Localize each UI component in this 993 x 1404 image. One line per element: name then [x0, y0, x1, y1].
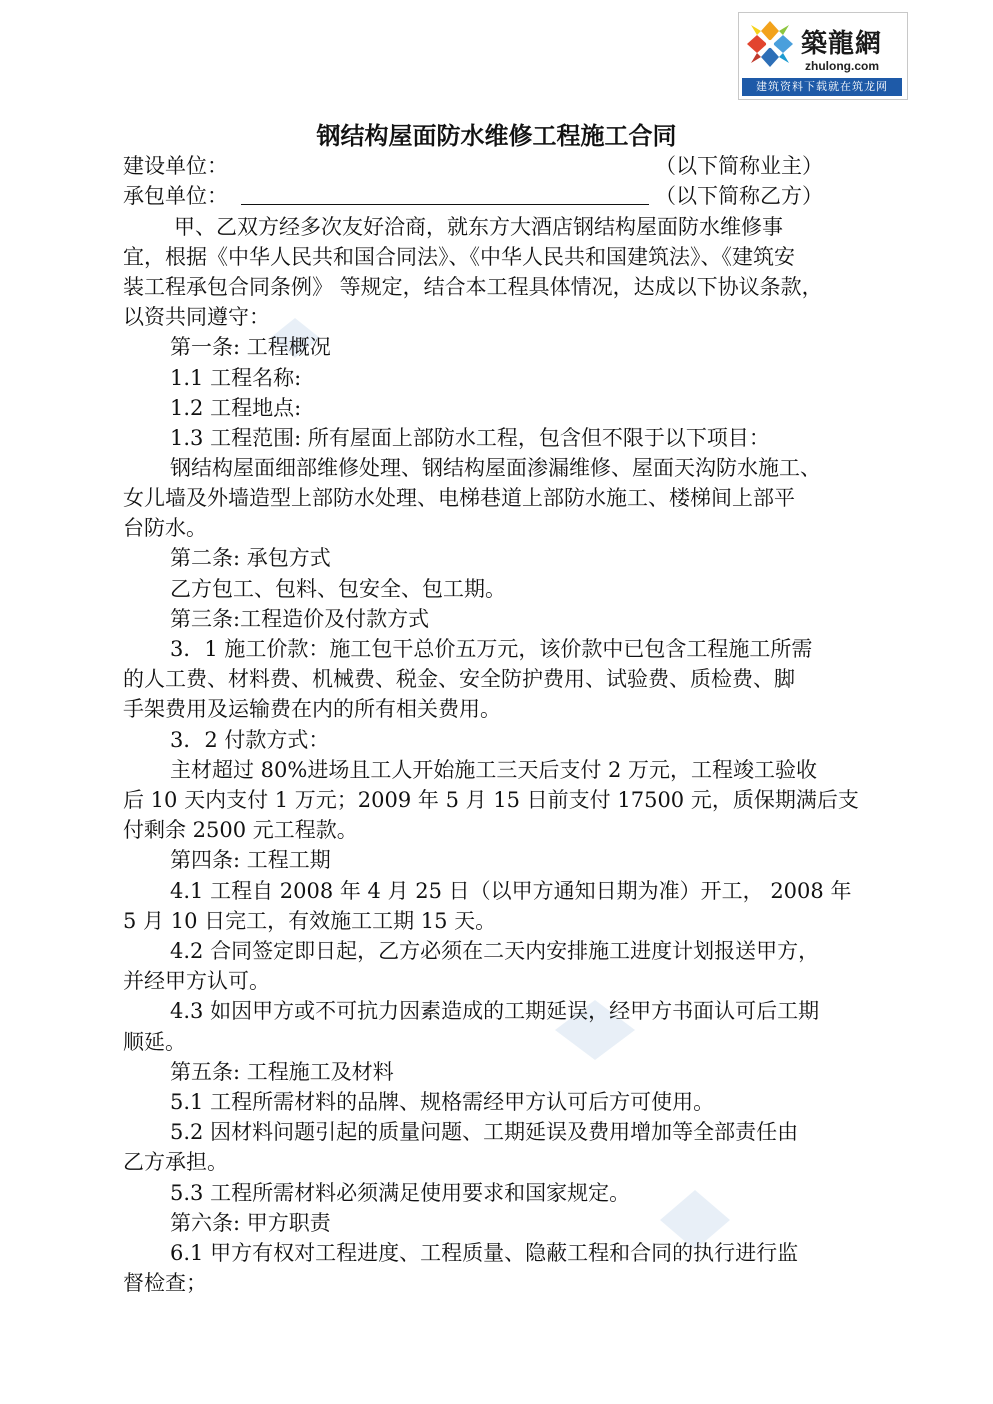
clause-line: 5.2 因材料问题引起的质量问题、工期延误及费用增加等全部责任由: [170, 1120, 799, 1144]
section-heading: 第五条: 工程施工及材料: [170, 1060, 394, 1084]
party-blank-field: [241, 150, 649, 174]
clause-line: 1.2 工程地点:: [170, 396, 302, 420]
body-line: 付剩余 2500 元工程款。: [123, 818, 358, 842]
clause-line: 3．1 施工价款：施工包干总价五万元，该价款中已包含工程施工所需: [170, 637, 813, 661]
logo-domain: zhulong.com: [805, 59, 879, 73]
party-blank-field: [241, 180, 649, 205]
body-line: 钢结构屋面细部维修处理、钢结构屋面渗漏维修、屋面天沟防水施工、: [170, 456, 821, 480]
section-heading: 第二条: 承包方式: [170, 546, 331, 570]
clause-line: 3．2 付款方式：: [170, 728, 330, 752]
body-line: 台防水。: [123, 516, 207, 540]
party-label: 承包单位：: [123, 184, 228, 208]
body-line: 乙方承担。: [123, 1150, 228, 1174]
body-line: 手架费用及运输费在内的所有相关费用。: [123, 697, 501, 721]
body-line: 甲、乙双方经多次友好洽商，就东方大酒店钢结构屋面防水维修事: [174, 215, 783, 239]
document-title: 钢结构屋面防水维修工程施工合同: [316, 122, 677, 150]
clause-line: 6.1 甲方有权对工程进度、工程质量、隐蔽工程和合同的执行进行监: [170, 1241, 799, 1265]
zhulong-logo: [738, 12, 908, 100]
clause-line: 5.1 工程所需材料的品牌、规格需经甲方认可后方可使用。: [170, 1090, 715, 1114]
party-note: （以下简称乙方）: [655, 184, 823, 208]
body-line: 乙方包工、包料、包安全、包工期。: [170, 577, 506, 601]
body-line: 5 月 10 日完工，有效施工工期 15 天。: [123, 909, 497, 933]
section-heading: 第三条:工程造价及付款方式: [170, 607, 430, 631]
body-line: 以资共同遵守：: [123, 305, 270, 329]
body-line: 女儿墙及外墙造型上部防水处理、电梯巷道上部防水施工、楼梯间上部平: [123, 486, 795, 510]
section-heading: 第六条: 甲方职责: [170, 1211, 331, 1235]
body-line: 并经甲方认可。: [123, 969, 270, 993]
logo-name: 築龍網: [801, 29, 883, 59]
clause-line: 4.1 工程自 2008 年 4 月 25 日（以甲方通知日期为准）开工， 2008 年: [170, 879, 852, 903]
body-line: 督检查；: [123, 1271, 207, 1295]
section-heading: 第四条: 工程工期: [170, 848, 331, 872]
body-line: 顺延。: [123, 1030, 186, 1054]
clause-line: 1.1 工程名称:: [170, 366, 302, 390]
body-line: 主材超过 80%进场且工人开始施工三天后支付 2 万元，工程竣工验收: [170, 758, 818, 782]
section-heading: 第一条: 工程概况: [170, 335, 331, 359]
body-line: 后 10 天内支付 1 万元；2009 年 5 月 15 日前支付 17500 元，质保期满后支: [123, 788, 859, 812]
clause-line: 4.3 如因甲方或不可抗力因素造成的工期延误，经甲方书面认可后工期: [170, 999, 820, 1023]
clause-line: 1.3 工程范围: 所有屋面上部防水工程，包含但不限于以下项目：: [170, 426, 770, 450]
clause-line: 4.2 合同签定即日起，乙方必须在二天内安排施工进度计划报送甲方，: [170, 939, 820, 963]
party-note: （以下简称业主）: [655, 154, 823, 178]
body-line: 的人工费、材料费、机械费、税金、安全防护费用、试验费、质检费、脚: [123, 667, 795, 691]
logo-slogan: 建筑资料下载就在筑龙网: [742, 78, 902, 96]
zhulong-logo-icon: [745, 19, 795, 69]
clause-line: 5.3 工程所需材料必须满足使用要求和国家规定。: [170, 1181, 631, 1205]
body-line: 宜，根据《中华人民共和国合同法》、《中华人民共和国建筑法》、《建筑安: [123, 245, 795, 269]
party-label: 建设单位：: [123, 154, 228, 178]
body-line: 装工程承包合同条例》 等规定，结合本工程具体情况，达成以下协议条款，: [123, 275, 823, 299]
